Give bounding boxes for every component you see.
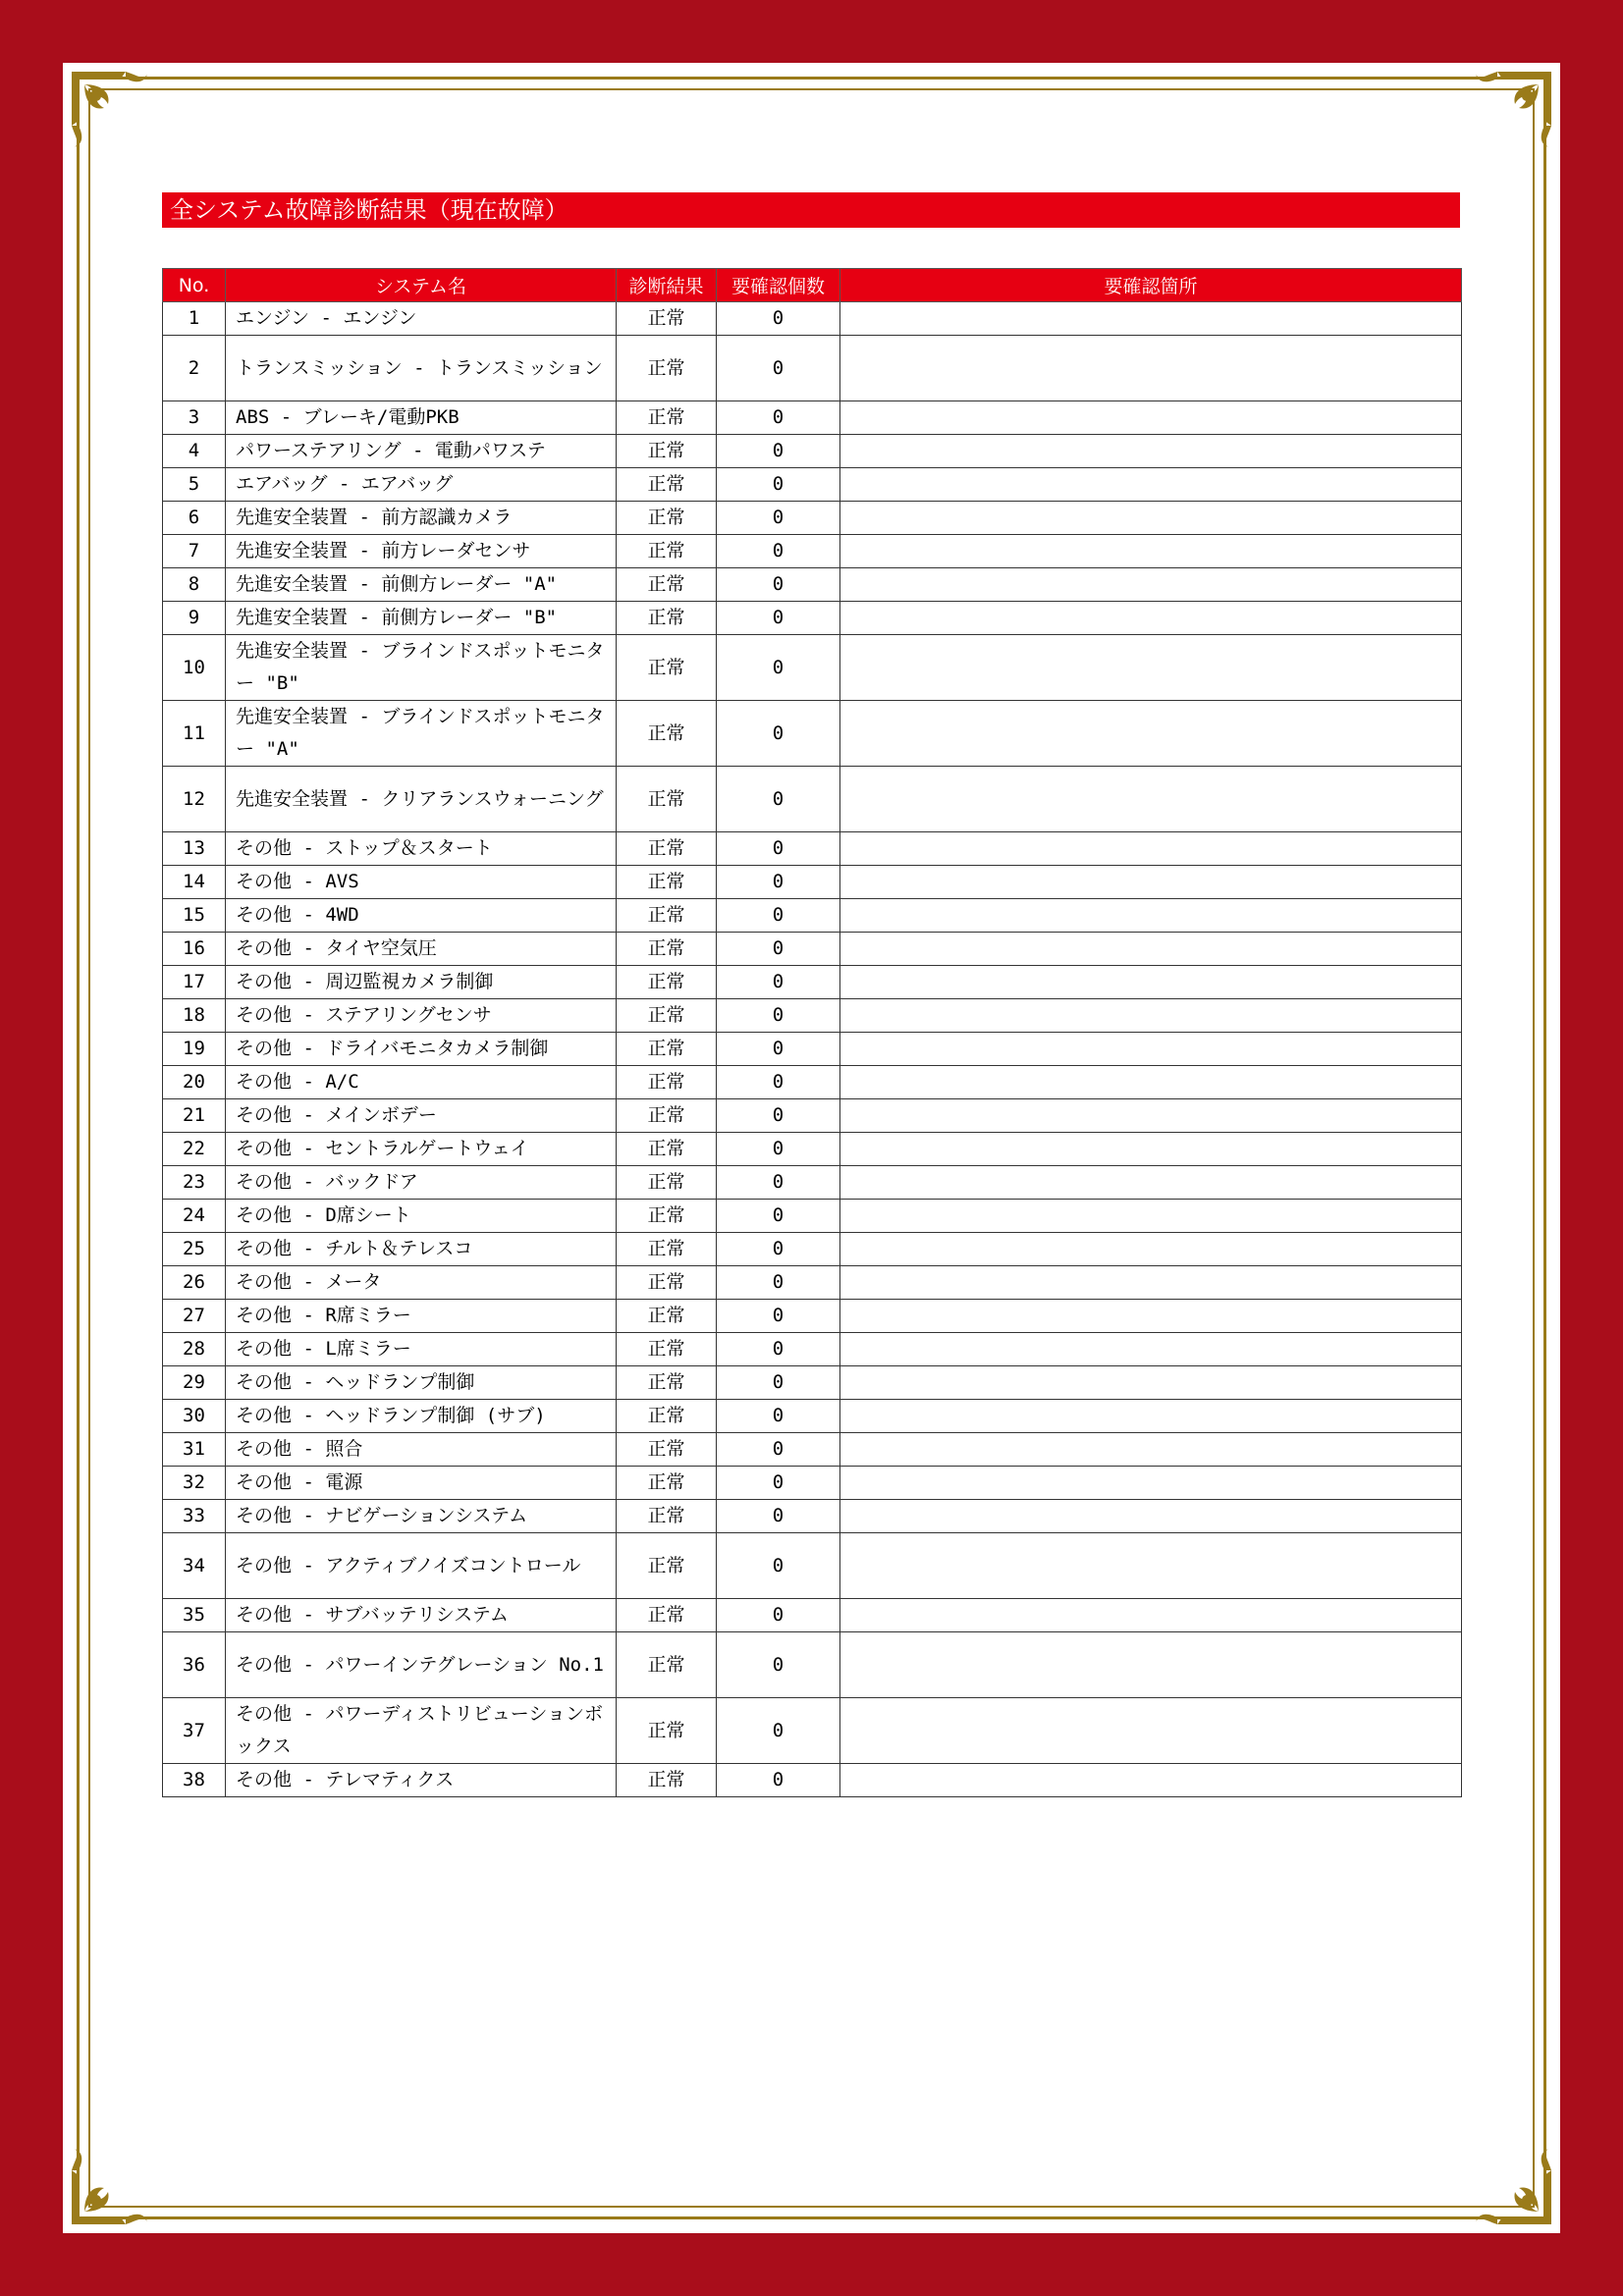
system-name: ABS - ブレーキ/電動PKB (226, 401, 617, 435)
check-count: 0 (717, 1266, 840, 1300)
check-location (840, 635, 1462, 701)
check-count: 0 (717, 899, 840, 933)
table-row (163, 1166, 1462, 1200)
check-location (840, 767, 1462, 832)
row-number: 2 (163, 336, 226, 401)
row-number: 12 (163, 767, 226, 832)
check-count: 0 (717, 1366, 840, 1400)
system-name: 先進安全装置 - ブラインドスポットモニター "A" (226, 701, 617, 767)
table-row (163, 1266, 1462, 1300)
check-count: 0 (717, 468, 840, 502)
system-name: その他 - R席ミラー (226, 1300, 617, 1333)
system-name: その他 - ナビゲーションシステム (226, 1500, 617, 1533)
check-count: 0 (717, 1500, 840, 1533)
check-location (840, 1599, 1462, 1632)
system-name: エンジン - エンジン (226, 302, 617, 336)
table-row (163, 635, 1462, 701)
table-row (163, 502, 1462, 535)
check-count: 0 (717, 767, 840, 832)
table-row (163, 933, 1462, 966)
check-count: 0 (717, 435, 840, 468)
check-location (840, 1300, 1462, 1333)
row-number: 23 (163, 1166, 226, 1200)
diagnosis-result: 正常 (617, 701, 717, 767)
check-count: 0 (717, 933, 840, 966)
diagnosis-result: 正常 (617, 899, 717, 933)
table-row (163, 767, 1462, 832)
diagnosis-result: 正常 (617, 568, 717, 602)
check-count: 0 (717, 1400, 840, 1433)
check-location (840, 302, 1462, 336)
row-number: 9 (163, 602, 226, 635)
check-count: 0 (717, 966, 840, 999)
check-location (840, 1500, 1462, 1533)
check-location (840, 966, 1462, 999)
system-name: その他 - メータ (226, 1266, 617, 1300)
check-location (840, 435, 1462, 468)
table-row (163, 966, 1462, 999)
system-name: その他 - 4WD (226, 899, 617, 933)
system-name: その他 - L席ミラー (226, 1333, 617, 1366)
row-number: 19 (163, 1033, 226, 1066)
row-number: 37 (163, 1698, 226, 1764)
check-location (840, 401, 1462, 435)
check-location (840, 1533, 1462, 1599)
check-count: 0 (717, 1200, 840, 1233)
diagnosis-result: 正常 (617, 933, 717, 966)
table-row (163, 701, 1462, 767)
check-location (840, 468, 1462, 502)
system-name: その他 - メインボデー (226, 1099, 617, 1133)
system-name: その他 - A/C (226, 1066, 617, 1099)
system-name: その他 - AVS (226, 866, 617, 899)
table-row (163, 1533, 1462, 1599)
system-name: その他 - ヘッドランプ制御 (226, 1366, 617, 1400)
check-count: 0 (717, 1300, 840, 1333)
system-name: その他 - バックドア (226, 1166, 617, 1200)
check-location (840, 1632, 1462, 1698)
row-number: 13 (163, 832, 226, 866)
system-name: その他 - アクティブノイズコントロール (226, 1533, 617, 1599)
check-location (840, 933, 1462, 966)
row-number: 31 (163, 1433, 226, 1467)
check-location (840, 568, 1462, 602)
diagnosis-result: 正常 (617, 1533, 717, 1599)
diagnosis-result: 正常 (617, 1066, 717, 1099)
row-number: 3 (163, 401, 226, 435)
check-count: 0 (717, 701, 840, 767)
table-row (163, 1099, 1462, 1133)
row-number: 16 (163, 933, 226, 966)
system-name: 先進安全装置 - 前方認識カメラ (226, 502, 617, 535)
check-location (840, 1266, 1462, 1300)
check-location (840, 1366, 1462, 1400)
table-row (163, 1033, 1462, 1066)
diagnosis-result: 正常 (617, 866, 717, 899)
table-row (163, 336, 1462, 401)
check-count: 0 (717, 568, 840, 602)
table-row (163, 1599, 1462, 1632)
check-location (840, 1698, 1462, 1764)
table-row (163, 1467, 1462, 1500)
check-count: 0 (717, 1533, 840, 1599)
table-row (163, 602, 1462, 635)
check-location (840, 1333, 1462, 1366)
check-count: 0 (717, 832, 840, 866)
row-number: 28 (163, 1333, 226, 1366)
table-row (163, 1433, 1462, 1467)
diagnosis-result: 正常 (617, 435, 717, 468)
table-header-row (163, 269, 1462, 302)
table-row (163, 999, 1462, 1033)
diagnosis-result: 正常 (617, 767, 717, 832)
diagnosis-result: 正常 (617, 1400, 717, 1433)
row-number: 6 (163, 502, 226, 535)
system-name: その他 - パワーインテグレーション No.1 (226, 1632, 617, 1698)
table-row (163, 302, 1462, 336)
table-row (163, 1200, 1462, 1233)
table-row (163, 568, 1462, 602)
table-row (163, 832, 1462, 866)
table-row (163, 1066, 1462, 1099)
check-location (840, 502, 1462, 535)
table-row (163, 1400, 1462, 1433)
row-number: 14 (163, 866, 226, 899)
row-number: 33 (163, 1500, 226, 1533)
row-number: 5 (163, 468, 226, 502)
section-title: 全システム故障診断結果（現在故障） (162, 192, 1460, 228)
table-row (163, 401, 1462, 435)
check-location (840, 866, 1462, 899)
system-name: その他 - 周辺監視カメラ制御 (226, 966, 617, 999)
diagnosis-result: 正常 (617, 1764, 717, 1797)
header-system-name: システム名 (226, 269, 617, 302)
row-number: 24 (163, 1200, 226, 1233)
diagnosis-result: 正常 (617, 999, 717, 1033)
system-name: その他 - ストップ＆スタート (226, 832, 617, 866)
diagnosis-result: 正常 (617, 1698, 717, 1764)
table-row (163, 1133, 1462, 1166)
row-number: 4 (163, 435, 226, 468)
row-number: 21 (163, 1099, 226, 1133)
diagnosis-result: 正常 (617, 1099, 717, 1133)
check-location (840, 1200, 1462, 1233)
check-count: 0 (717, 866, 840, 899)
check-count: 0 (717, 1233, 840, 1266)
row-number: 8 (163, 568, 226, 602)
row-number: 30 (163, 1400, 226, 1433)
corner-ornament-icon (67, 67, 155, 155)
check-location (840, 999, 1462, 1033)
diagnosis-result: 正常 (617, 1266, 717, 1300)
table-row (163, 899, 1462, 933)
diagnosis-result: 正常 (617, 401, 717, 435)
check-location (840, 1467, 1462, 1500)
check-count: 0 (717, 1433, 840, 1467)
row-number: 29 (163, 1366, 226, 1400)
check-location (840, 1233, 1462, 1266)
check-count: 0 (717, 1333, 840, 1366)
system-name: その他 - タイヤ空気圧 (226, 933, 617, 966)
check-location (840, 1066, 1462, 1099)
diagnosis-result: 正常 (617, 966, 717, 999)
table-row (163, 435, 1462, 468)
table-row (163, 1333, 1462, 1366)
diagnosis-result: 正常 (617, 1467, 717, 1500)
system-name: 先進安全装置 - 前側方レーダー "A" (226, 568, 617, 602)
row-number: 15 (163, 899, 226, 933)
row-number: 27 (163, 1300, 226, 1333)
diagnosis-result: 正常 (617, 1166, 717, 1200)
diagnosis-result: 正常 (617, 1233, 717, 1266)
table-row (163, 468, 1462, 502)
row-number: 7 (163, 535, 226, 568)
table-row (163, 866, 1462, 899)
table-row (163, 1698, 1462, 1764)
check-count: 0 (717, 336, 840, 401)
diagnosis-result: 正常 (617, 1133, 717, 1166)
header-result: 診断結果 (617, 269, 717, 302)
diagnosis-result: 正常 (617, 302, 717, 336)
system-name: その他 - チルト＆テレスコ (226, 1233, 617, 1266)
check-count: 0 (717, 502, 840, 535)
check-count: 0 (717, 1599, 840, 1632)
system-name: その他 - パワーディストリビューションボックス (226, 1698, 617, 1764)
table-row (163, 1632, 1462, 1698)
system-name: その他 - D席シート (226, 1200, 617, 1233)
check-count: 0 (717, 1166, 840, 1200)
check-location (840, 1433, 1462, 1467)
row-number: 38 (163, 1764, 226, 1797)
check-count: 0 (717, 401, 840, 435)
diagnosis-result: 正常 (617, 468, 717, 502)
check-location (840, 1033, 1462, 1066)
check-count: 0 (717, 999, 840, 1033)
diagnosis-table (162, 268, 1462, 1797)
row-number: 18 (163, 999, 226, 1033)
diagnosis-result: 正常 (617, 502, 717, 535)
table-row (163, 535, 1462, 568)
diagnosis-result: 正常 (617, 535, 717, 568)
diagnosis-result: 正常 (617, 1200, 717, 1233)
header-location: 要確認箇所 (840, 269, 1462, 302)
diagnosis-result: 正常 (617, 1632, 717, 1698)
table-row (163, 1500, 1462, 1533)
table-row (163, 1300, 1462, 1333)
diagnosis-result: 正常 (617, 1300, 717, 1333)
row-number: 25 (163, 1233, 226, 1266)
system-name: その他 - 電源 (226, 1467, 617, 1500)
check-location (840, 832, 1462, 866)
check-count: 0 (717, 635, 840, 701)
check-location (840, 336, 1462, 401)
check-location (840, 1764, 1462, 1797)
check-count: 0 (717, 1698, 840, 1764)
diagnosis-result: 正常 (617, 1366, 717, 1400)
diagnosis-result: 正常 (617, 832, 717, 866)
row-number: 34 (163, 1533, 226, 1599)
row-number: 35 (163, 1599, 226, 1632)
row-number: 26 (163, 1266, 226, 1300)
check-location (840, 1166, 1462, 1200)
check-count: 0 (717, 1632, 840, 1698)
corner-ornament-icon (67, 2141, 155, 2229)
system-name: エアバッグ - エアバッグ (226, 468, 617, 502)
diagnosis-result: 正常 (617, 1333, 717, 1366)
diagnosis-result: 正常 (617, 602, 717, 635)
system-name: パワーステアリング - 電動パワステ (226, 435, 617, 468)
check-location (840, 701, 1462, 767)
row-number: 36 (163, 1632, 226, 1698)
header-count: 要確認個数 (717, 269, 840, 302)
check-count: 0 (717, 1033, 840, 1066)
row-number: 22 (163, 1133, 226, 1166)
check-count: 0 (717, 602, 840, 635)
system-name: 先進安全装置 - クリアランスウォーニング (226, 767, 617, 832)
diagnosis-result: 正常 (617, 1599, 717, 1632)
system-name: その他 - サブバッテリシステム (226, 1599, 617, 1632)
check-location (840, 602, 1462, 635)
corner-ornament-icon (1468, 67, 1556, 155)
check-location (840, 899, 1462, 933)
system-name: その他 - ヘッドランプ制御 (サブ) (226, 1400, 617, 1433)
diagnosis-result: 正常 (617, 1433, 717, 1467)
corner-ornament-icon (1468, 2141, 1556, 2229)
check-location (840, 1099, 1462, 1133)
system-name: その他 - セントラルゲートウェイ (226, 1133, 617, 1166)
check-location (840, 1133, 1462, 1166)
row-number: 17 (163, 966, 226, 999)
check-location (840, 535, 1462, 568)
check-count: 0 (717, 1133, 840, 1166)
system-name: 先進安全装置 - 前側方レーダー "B" (226, 602, 617, 635)
check-count: 0 (717, 1764, 840, 1797)
system-name: 先進安全装置 - 前方レーダセンサ (226, 535, 617, 568)
row-number: 32 (163, 1467, 226, 1500)
row-number: 11 (163, 701, 226, 767)
check-count: 0 (717, 1099, 840, 1133)
table-row (163, 1233, 1462, 1266)
header-no: No. (163, 269, 226, 302)
check-count: 0 (717, 302, 840, 336)
diagnosis-result: 正常 (617, 336, 717, 401)
system-name: その他 - ドライバモニタカメラ制御 (226, 1033, 617, 1066)
row-number: 1 (163, 302, 226, 336)
table-row (163, 1764, 1462, 1797)
diagnosis-result: 正常 (617, 1500, 717, 1533)
system-name: その他 - 照合 (226, 1433, 617, 1467)
check-count: 0 (717, 1467, 840, 1500)
diagnosis-result: 正常 (617, 635, 717, 701)
check-count: 0 (717, 535, 840, 568)
system-name: トランスミッション - トランスミッション (226, 336, 617, 401)
system-name: 先進安全装置 - ブラインドスポットモニター "B" (226, 635, 617, 701)
diagnosis-result: 正常 (617, 1033, 717, 1066)
system-name: その他 - ステアリングセンサ (226, 999, 617, 1033)
row-number: 20 (163, 1066, 226, 1099)
check-location (840, 1400, 1462, 1433)
system-name: その他 - テレマティクス (226, 1764, 617, 1797)
check-count: 0 (717, 1066, 840, 1099)
row-number: 10 (163, 635, 226, 701)
table-row (163, 1366, 1462, 1400)
